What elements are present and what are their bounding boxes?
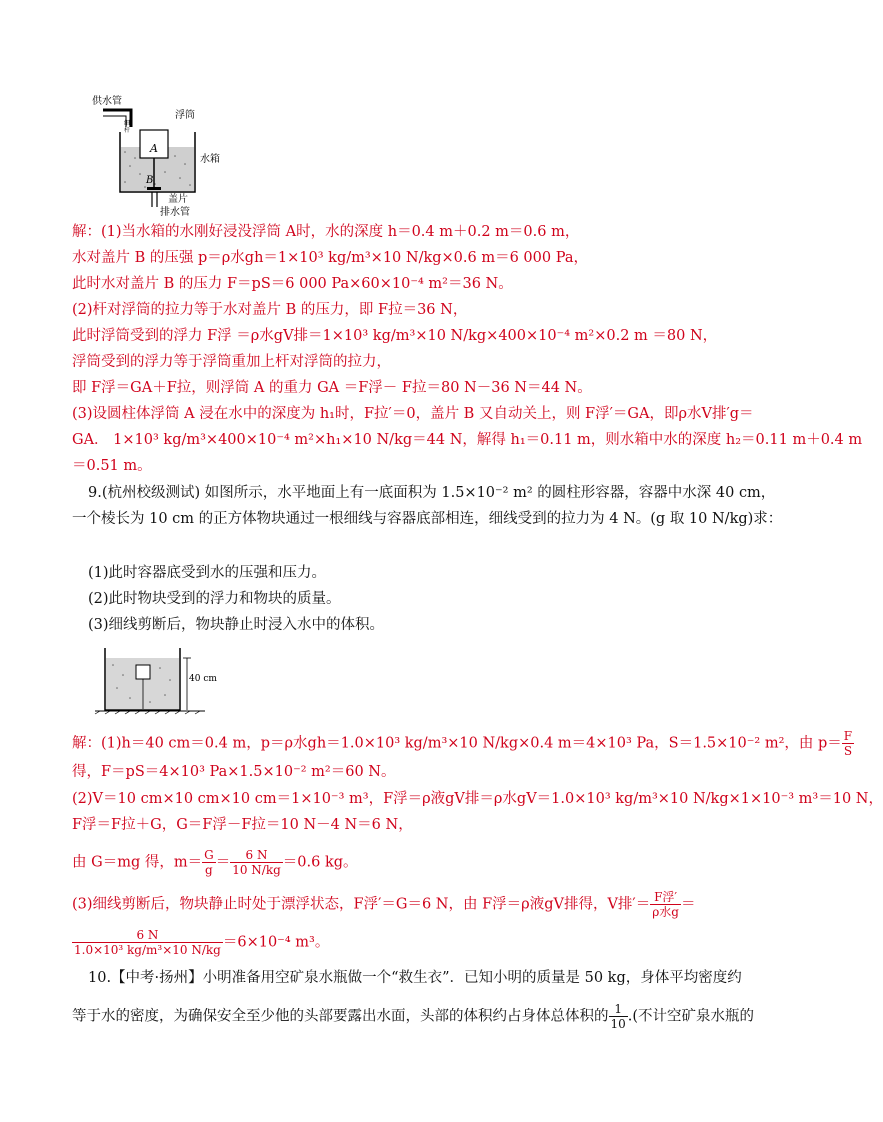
frac-den: ρ水g	[652, 905, 679, 919]
frac-den: g	[205, 863, 213, 877]
sol9-line5	[72, 848, 358, 877]
sol9-line5-a: 由 G＝mg 得，m＝	[72, 854, 203, 871]
label-B: B	[146, 175, 154, 186]
q9-part2: (2)此时物块受到的浮力和物块的质量。	[88, 591, 341, 607]
sol8-line8: (3)设圆柱体浮筒 A 浸在水中的深度为 h₁时，F拉′＝0，盖片 B 又自动关上，则 F浮′＝GA，即ρ水V排′g＝	[72, 406, 754, 422]
label-drain: 排水管	[160, 207, 190, 218]
q10-line2-b: .(不计空矿泉水瓶的	[627, 1008, 755, 1025]
frac-num: F浮′	[650, 890, 681, 905]
frac-den: 1.0×10³ kg/m³×10 N/kg	[74, 943, 221, 957]
sol9-line6-a: (3)细线剪断后，物块静止时处于漂浮状态，F浮′＝G＝6 N，由 F浮＝ρ液gV排得，V排′＝	[72, 896, 651, 913]
sol8-line7: 即 F浮＝GA＋F拉，则浮筒 A 的重力 GA ＝F浮－ F拉＝80 N－36 N＝44 N。	[72, 380, 592, 396]
sol9-line1	[72, 729, 854, 758]
sol9-line7	[72, 928, 329, 957]
fraction-Ffloat-over-rhog	[650, 890, 681, 919]
q10-line1: 10.【中考·扬州】小明准备用空矿泉水瓶做一个“救生衣”．已知小明的质量是 50 kg，身体平均密度约	[88, 970, 742, 986]
label-supply-pipe: 供水管	[92, 96, 122, 107]
q10-line2	[72, 1002, 754, 1031]
label-40cm: 40 cm	[189, 674, 217, 684]
frac-den: 10 N/kg	[232, 863, 281, 877]
frac-num: 1	[609, 1002, 628, 1017]
fraction-1-over-10	[609, 1002, 628, 1031]
frac-num: 6 N	[72, 928, 223, 943]
frac-num: F	[843, 729, 853, 743]
sol9-line1-text: 解：(1)h＝40 cm＝0.4 m，p＝ρ水gh＝1.0×10³ kg/m³×10 N/kg×0.4 m＝4×10³ Pa，S＝1.5×10⁻² m²，由 p＝	[72, 735, 842, 752]
q9-part3: (3)细线剪断后，物块静止时浸入水中的体积。	[88, 617, 385, 633]
frac-den: 10	[610, 1017, 626, 1031]
sol8-line6: 浮筒受到的浮力等于浮筒重加上杆对浮筒的拉力，	[72, 354, 391, 370]
fraction-6N-over-rhog	[72, 928, 223, 957]
sol9-line5-c: ＝0.6 kg。	[282, 854, 358, 871]
label-tank: 水箱	[200, 154, 220, 165]
q9-line2: 一个棱长为 10 cm 的正方体物块通过一根细线与容器底部相连，细线受到的拉力为 4 N。(g 取 10 N/kg)求：	[72, 511, 783, 527]
sol8-line5: 此时浮筒受到的浮力 F浮 ＝ρ水gV排＝1×10³ kg/m³×10 N/kg×400×10⁻⁴ m²×0.2 m ＝80 N，	[72, 328, 718, 344]
sol9-line4: F浮＝F拉＋G，G＝F浮－F拉＝10 N－4 N＝6 N，	[72, 817, 413, 833]
frac-num: 6 N	[230, 848, 283, 863]
sol9-line6-b: ＝	[680, 896, 696, 913]
sol8-line4: (2)杆对浮筒的拉力等于水对盖片 B 的压力，即 F拉＝36 N，	[72, 302, 468, 318]
label-cover: 盖片	[168, 194, 188, 205]
label-A: A	[150, 142, 158, 155]
q9-line1: 9.(杭州校级测试) 如图所示，水平地面上有一底面积为 1.5×10⁻² m² 的圆柱形容器，容器中水深 40 cm，	[88, 485, 776, 501]
label-rod: 细杆	[124, 120, 131, 134]
label-float: 浮筒	[175, 110, 195, 121]
sol9-line3: (2)V＝10 cm×10 cm×10 cm＝1×10⁻³ m³，F浮＝ρ液gV排＝ρ水gV＝1.0×10³ kg/m³×10 N/kg×1×10⁻³ m³＝10 N，	[72, 791, 883, 807]
sol8-line3: 此时水对盖片 B 的压力 F＝pS＝6 000 Pa×60×10⁻⁴ m²＝36 N。	[72, 276, 513, 292]
sol9-line6	[72, 890, 695, 919]
sol8-line10: ＝0.51 m。	[72, 458, 152, 474]
sol9-line5-b: ＝	[215, 854, 231, 871]
sol9-line7-text: ＝6×10⁻⁴ m³。	[222, 934, 330, 951]
q9-part1: (1)此时容器底受到水的压强和压力。	[88, 565, 327, 581]
q10-line2-a: 等于水的密度，为确保安全至少他的头部要露出水面，头部的体积约占身体总体积的	[72, 1008, 609, 1025]
sol9-line2: 得，F＝pS＝4×10³ Pa×1.5×10⁻² m²＝60 N。	[72, 764, 396, 780]
sol8-line2: 水对盖片 B 的压强 p＝ρ水gh＝1×10³ kg/m³×10 N/kg×0.6 m＝6 000 Pa，	[72, 250, 588, 266]
sol8-line1: 解：(1)当水箱的水刚好浸没浮筒 A时，水的深度 h＝0.4 m＋0.2 m＝0.6 m，	[72, 224, 580, 240]
fraction-F-over-S	[842, 729, 854, 758]
sol8-line9: GA． 1×10³ kg/m³×400×10⁻⁴ m²×h₁×10 N/kg＝44 N，解得 h₁＝0.11 m，则水箱中水的深度 h₂＝0.11 m＋0.4 m	[72, 432, 863, 448]
fraction-6N-over-10Nkg	[230, 848, 283, 877]
frac-num: G	[204, 848, 214, 862]
fraction-G-over-g	[202, 848, 216, 877]
frac-den: S	[843, 744, 853, 758]
